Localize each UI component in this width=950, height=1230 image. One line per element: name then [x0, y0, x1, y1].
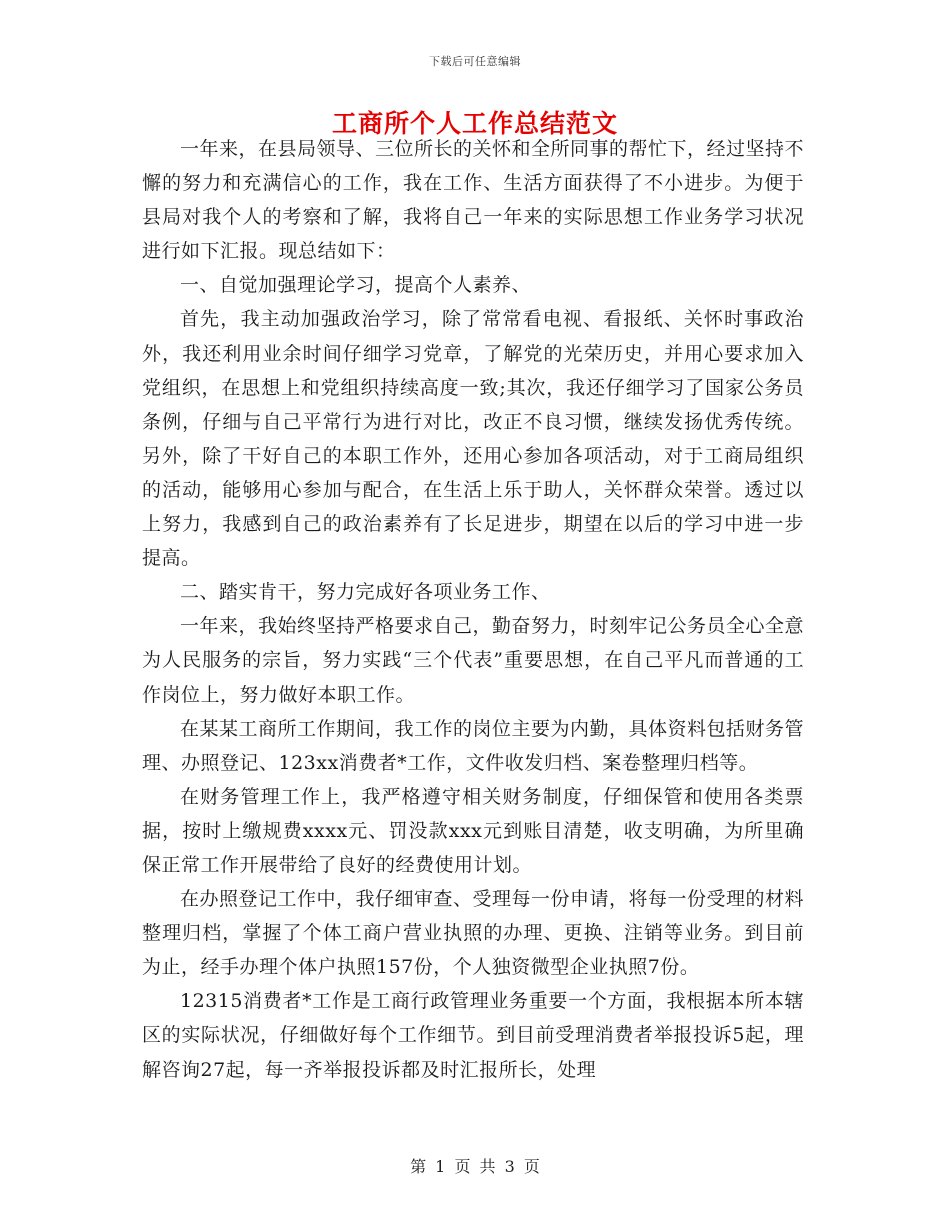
- document-body: [142, 132, 804, 1087]
- paragraph: 在办照登记工作中，我仔细审查、受理每一份申请，将每一份受理的材料整理归档，掌握了个体工商户营业执照的办理、更换、注销等业务。到目前为止，经手办理个体户执照157份，个人独资微型企业执照7份。: [142, 888, 805, 979]
- paragraph: 在财务管理工作上，我严格遵守相关财务制度，仔细保管和使用各类票据，按时上缴规费xxxx元、罚没款xxx元到账目清楚，收支明确，为所里确保正常工作开展带给了良好的经费使用计划。: [142, 785, 804, 876]
- page-indicator: 第 1 页 共 3 页: [410, 1157, 540, 1176]
- document-title: 工商所个人工作总结范文: [331, 109, 618, 138]
- paragraph: 一年来，在县局领导、三位所长的关怀和全所同事的帮忙下，经过坚持不懈的努力和充满信心的工作，我在工作、生活方面获得了不小进步。为便于县局对我个人的考察和了解，我将自己一年来的实际思想工作业务学习状况进行如下汇报。现总结如下：: [142, 138, 805, 263]
- paragraph: 一年来，我始终坚持严格要求自己，勤奋努力，时刻牢记公务员全心全意为人民服务的宗旨，努力实践“三个代表”重要思想，在自己平凡而普通的工作岗位上，努力做好本职工作。: [142, 615, 805, 706]
- section-heading: 一、自觉加强理论学习，提高个人素养、: [180, 274, 532, 297]
- paragraph: 在某某工商所工作期间，我工作的岗位主要为内勤，具体资料包括财务管理、办照登记、123xx消费者*工作，文件收发归档、案卷整理归档等。: [142, 717, 805, 774]
- paragraph: 12315消费者*工作是工商行政管理业务重要一个方面，我根据本所本辖区的实际状况，仔细做好每个工作细节。到目前受理消费者举报投诉5起，理解咨询27起，每一齐举报投诉都及时汇报所长，处理: [142, 990, 804, 1081]
- section-heading: 二、踏实肯干，努力完成好各项业务工作、: [180, 581, 551, 604]
- paragraph: 首先，我主动加强政治学习，除了常常看电视、看报纸、关怀时事政治外，我还利用业余时间仔细学习党章，了解党的光荣历史，并用心要求加入党组织，在思想上和党组织持续高度一致;其次，我还仔细学习了国家公务员条例，仔细与自己平常行为进行对比，改正不良习惯，继续发扬优秀传统。另外，除了干好自己的本职工作外，还用心参加各项活动，对于工商局组织的活动，能够用心参加与配合，在生活上乐于助人，关怀群众荣誉。透过以上努力，我感到自己的政治素养有了长足进步，期望在以后的学习中进一步提高。: [142, 308, 804, 570]
- header-note: 下载后可任意编辑: [429, 55, 521, 68]
